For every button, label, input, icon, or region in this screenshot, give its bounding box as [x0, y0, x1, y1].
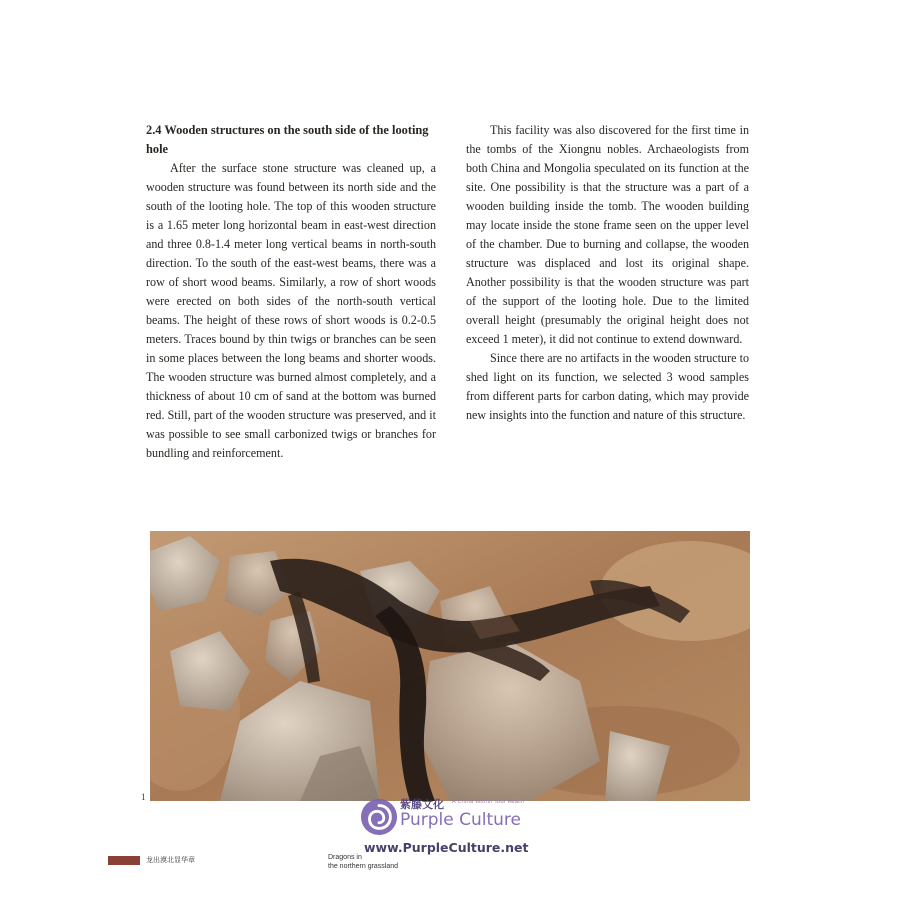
excavation-photo-graphic: [150, 531, 750, 801]
watermark-tagline: A China Within Your Reach: [452, 799, 525, 805]
watermark-chinese: 紫藤文化: [400, 798, 444, 811]
left-paragraph-1: After the surface stone structure was cleaned up, a wooden structure was found between its north side and the south of the looting hole. The top of this wooden structure is a 1.65 meter long horizontal beam in east-west direction and three 0.8-1.4 meter long vertical beams in north-south direction. To the south of the east-west beams, there was a row of short wood beams. Similarly, a row of short woods were erected on both sides of the north-south vertical beams. The height of these rows of short woods is 0.2-0.5 meters. Traces bound by thin twigs or branches can be seen in some places between the long beams and shorter woods. The wooden structure was burned almost completely, and a thickness of about 10 cm of sand at the bottom was burned red. Still, part of the wooden structure was preserved, and it was possible to see small carbonized twigs or branches for bundling and reinforcement.: [146, 161, 436, 460]
footer-english-line-2: the northern grassland: [328, 863, 399, 870]
right-paragraph-2: Since there are no artifacts in the wooden structure to shed light on its function, we selected 3 wood samples from different parts for carbon dating, which may provide new insights into the function and nature of this structure.: [466, 351, 749, 422]
left-text-column: [146, 121, 436, 463]
right-text-column: [466, 121, 749, 425]
footer-accent-bar: [108, 856, 140, 865]
section-heading: 2.4 Wooden structures on the south side of the looting hole: [146, 123, 429, 156]
purple-culture-watermark: [360, 796, 550, 858]
footer-chinese-title: 龙出漠北显华章: [146, 856, 195, 864]
purple-culture-logo-icon: [360, 798, 398, 836]
footer-english-line-1: Dragons in: [328, 854, 362, 861]
right-paragraph-1: This facility was also discovered for the first time in the tombs of the Xiongnu nobles. Archaeologists from both China and Mongolia speculated on its function at the site. One possibility is that the structure was a part of a wooden building inside the tomb. The wooden building may locate inside the stone frame seen on the upper level of the chamber. Due to burning and collapse, the wooden structure was displaced and lost its original shape. Another possibility is that the wooden structure was part of the support of the looting hole. Due to the limited overall height (presumably the original height does not exceed 1 meter), it did not continue to extend downward.: [466, 123, 749, 346]
figure-number: 1: [141, 792, 146, 802]
watermark-url: www.PurpleCulture.net: [364, 840, 529, 855]
excavation-photo: [150, 531, 750, 801]
footer-english-title: [328, 853, 398, 871]
watermark-name: Purple Culture: [400, 810, 521, 830]
